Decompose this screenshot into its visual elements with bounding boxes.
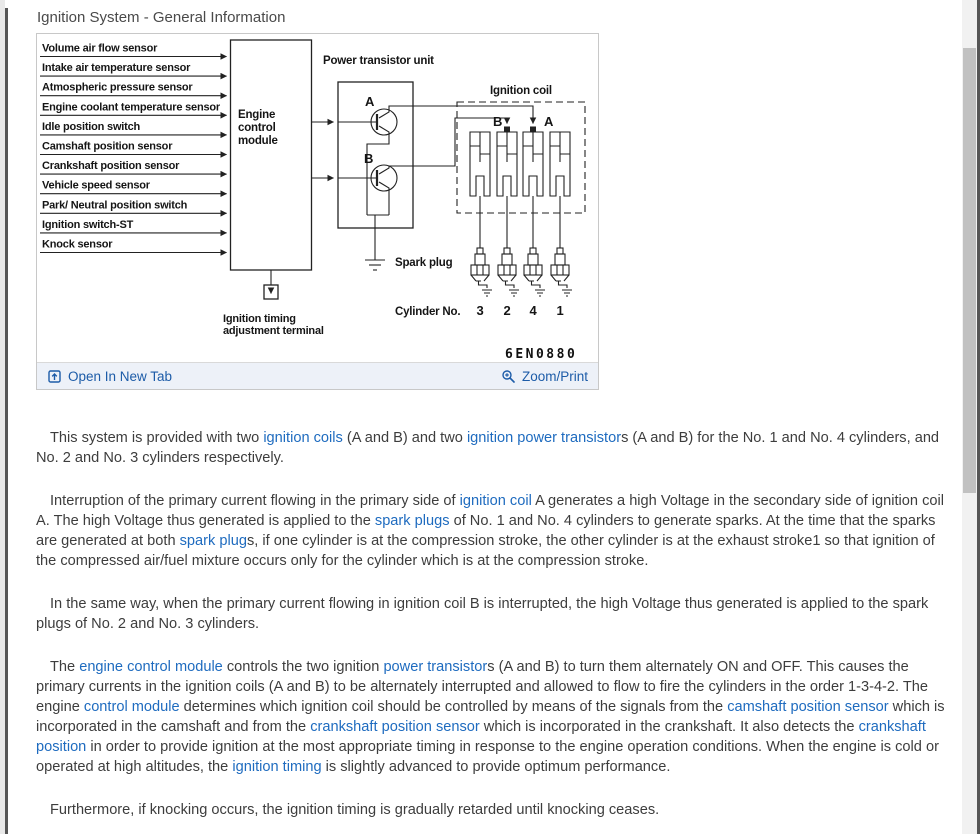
diagram-input-label: Atmospheric pressure sensor (42, 81, 193, 94)
text-segment: s, if one cylinder is at the compression stroke, the other cylinder is at the exhaust stroke1 so that ignition of the compressed air/fuel mixture occurs only for the cylinder which is at the compression stroke. (36, 533, 935, 569)
term-link[interactable]: ignition coil (459, 493, 532, 509)
cylinder-number: 4 (529, 303, 537, 318)
paragraph (36, 657, 945, 777)
diagram-input-label: Vehicle speed sensor (42, 179, 150, 192)
power-transistor-unit-label: Power transistor unit (323, 55, 434, 67)
cylinder-number: 1 (556, 303, 564, 318)
transistor-a-label: A (365, 94, 375, 109)
text-segment: Furthermore, if knocking occurs, the ignition timing is gradually retarded until knocking ceases. (50, 802, 660, 818)
timing-terminal-label: Ignition timing (223, 313, 296, 325)
diagram-input-label: Park/ Neutral position switch (42, 199, 188, 212)
panel-left-border (5, 8, 8, 834)
text-segment: The (50, 659, 80, 675)
diagram-input-label: Crankshaft position sensor (42, 160, 180, 173)
coil-windings (470, 127, 570, 249)
ecm-label: module (238, 135, 278, 147)
open-in-new-tab-icon (47, 369, 62, 384)
diagram-input-label: Volume air flow sensor (42, 42, 158, 55)
term-link[interactable]: power transistor (383, 659, 488, 675)
open-in-new-tab-label: Open In New Tab (68, 368, 173, 384)
transistor-a (312, 109, 397, 215)
text-segment: s (A and B) to turn them alternately ON and OFF. This causes the primary currents in the ignition coils (A and B) to be alternately interrupted and allowed to flow to fire the cylinders in the order 1-3-4-2. The engine (36, 659, 929, 715)
text-segment: s (A and B) for the No. 1 and No. 4 cylinders, and No. 2 and No. 3 cylinders respectively. (36, 430, 940, 466)
term-link[interactable]: control module (83, 699, 180, 715)
ecm-label: Engine (238, 109, 276, 121)
diagram-input-label: Intake air temperature sensor (42, 62, 191, 75)
coil-b-label: B (493, 114, 503, 129)
text-segment: which is incorporated in the camshaft and from the (36, 699, 945, 735)
cylinder-number: 3 (476, 303, 484, 318)
cylinder-number: 2 (503, 303, 511, 318)
term-link[interactable]: crankshaft position (36, 719, 926, 755)
diagram-input-label: Camshaft position sensor (42, 140, 173, 153)
text-segment: determines which ignition coil should be controlled by means of the signals from the (179, 699, 728, 715)
text-segment: (A and B) and two (342, 430, 467, 446)
page-title: Ignition System - General Information (37, 9, 286, 26)
timing-terminal (264, 270, 278, 299)
text-segment: controls the two ignition (222, 659, 384, 675)
paragraph (36, 491, 945, 571)
diagram-input-label: Ignition switch-ST (42, 218, 134, 231)
spark-plug-label: Spark plug (395, 257, 453, 269)
timing-terminal-label: adjustment terminal (223, 325, 324, 337)
paragraph (36, 428, 945, 468)
zoom-plus-icon (501, 369, 516, 384)
paragraph (36, 800, 945, 820)
term-link[interactable]: engine control module (79, 659, 223, 675)
ignition-coil-label: Ignition coil (490, 85, 552, 97)
text-segment: of No. 1 and No. 4 cylinders to generate sparks. At the time that the sparks are generated at both (36, 513, 936, 549)
text-segment: in order to provide ignition at the most appropriate timing in response to the engine operation conditions. When the engine is cold or operated at high altitudes, the (36, 739, 939, 775)
transistor-b-label: B (364, 151, 374, 166)
term-link[interactable]: camshaft position sensor (727, 699, 889, 715)
paragraph (36, 594, 945, 634)
article-body (36, 428, 945, 820)
coil-a-label: A (544, 114, 554, 129)
zoom-print-label: Zoom/Print (521, 368, 588, 384)
text-segment: This system is provided with two (50, 430, 264, 446)
ecm-label: control (238, 122, 276, 134)
text-segment: which is incorporated in the crankshaft. It also detects the (479, 719, 859, 735)
open-in-new-tab-link[interactable] (47, 369, 172, 384)
cylinder-no-label: Cylinder No. (395, 306, 461, 318)
text-segment: Interruption of the primary current flowing in the primary side of (50, 493, 460, 509)
figure-toolbar (37, 362, 598, 389)
text-segment: In the same way, when the primary current flowing in ignition coil B is interrupted, the high Voltage thus generated is applied to the spark plugs of No. 2 and No. 3 cylinders. (36, 596, 929, 632)
term-link[interactable]: spark plug (179, 533, 247, 549)
figure-code: 6EN0880 (505, 347, 578, 362)
term-link[interactable]: ignition power transistor (466, 430, 622, 446)
ground-symbol (365, 215, 389, 270)
term-link[interactable]: ignition coils (263, 430, 343, 446)
zoom-print-link[interactable] (501, 369, 588, 384)
transistor-b (312, 165, 397, 215)
power-transistor-box (338, 82, 413, 228)
spark-plugs (471, 248, 572, 296)
coil-a-primary-wire (379, 106, 533, 124)
term-link[interactable]: ignition timing (232, 759, 322, 775)
term-link[interactable]: crankshaft position sensor (310, 719, 480, 735)
diagram-input-label: Idle position switch (42, 120, 141, 133)
text-segment: A generates a high Voltage in the secondary side of ignition coil A. The high Voltage thus generated is applied to the (36, 493, 944, 529)
coil-b-primary-wire (379, 118, 507, 174)
diagram-input-label: Knock sensor (42, 238, 113, 251)
diagram-input-label: Engine coolant temperature sensor (42, 101, 220, 114)
diagram-figure (36, 33, 599, 390)
text-segment: is slightly advanced to provide optimum performance. (321, 759, 671, 775)
term-link[interactable]: spark plugs (374, 513, 450, 529)
ignition-system-diagram (37, 34, 598, 362)
scrollbar-thumb[interactable] (963, 48, 976, 493)
ecm-box (231, 40, 312, 270)
